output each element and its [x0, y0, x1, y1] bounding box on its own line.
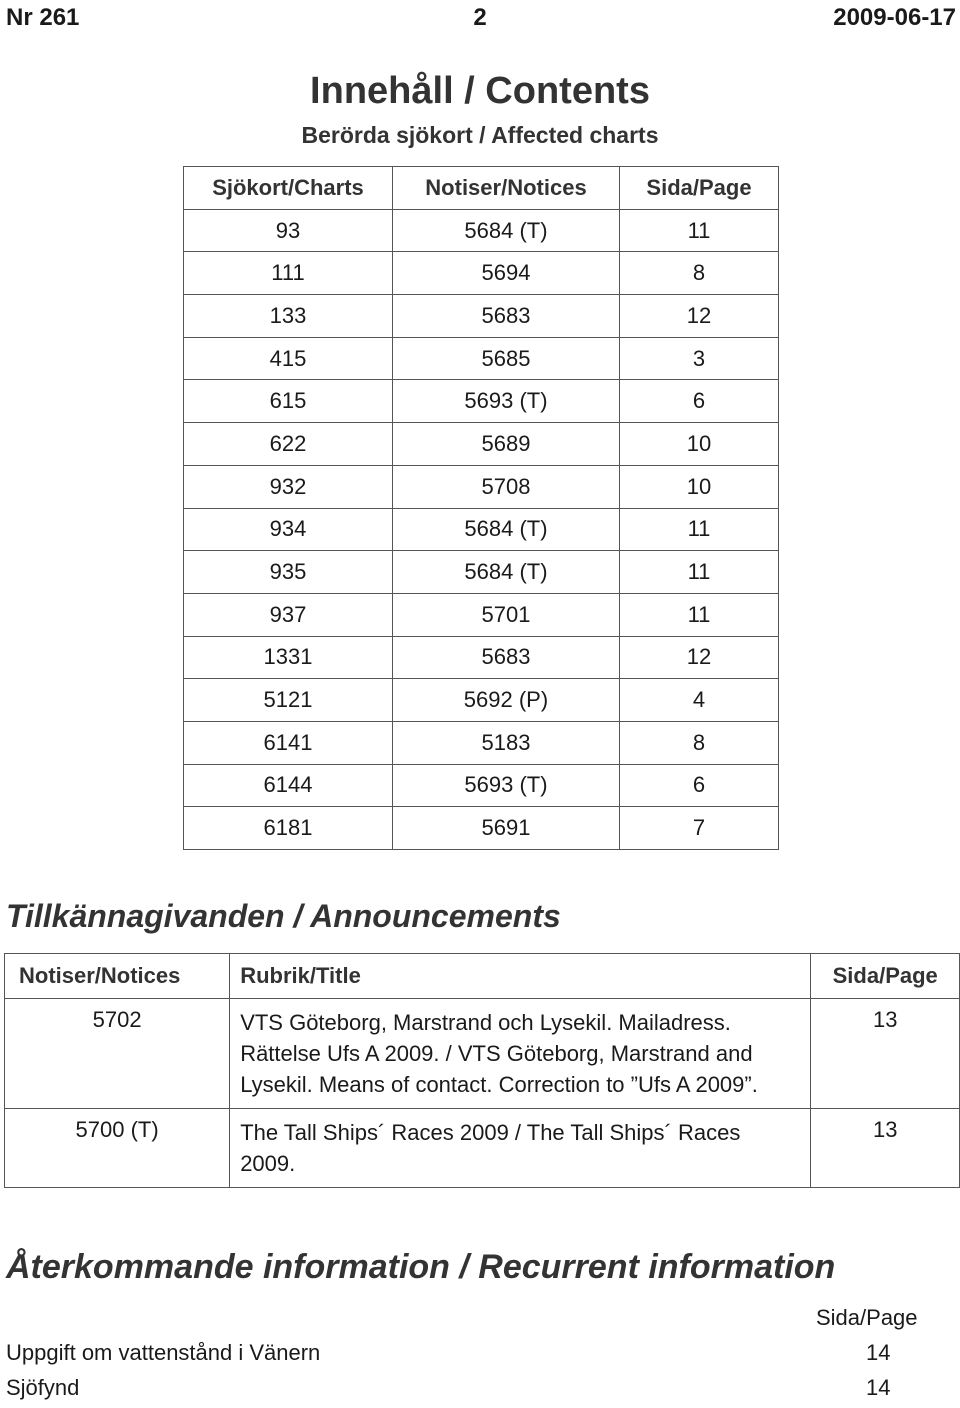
table-row	[184, 679, 779, 722]
table-row	[184, 764, 779, 807]
notice-number-cell: 5700 (T)	[5, 1109, 230, 1188]
page-number-cell: 13	[811, 999, 960, 1109]
recurrent-item-label: Sjöfynd	[6, 1375, 80, 1400]
table-row	[184, 337, 779, 380]
table-row	[5, 999, 960, 1109]
chart-number-cell: 935	[184, 551, 393, 594]
chart-number-cell: 1331	[184, 636, 393, 679]
recurrent-title: Återkommande information / Recurrent information	[6, 1248, 836, 1286]
table-row	[184, 551, 779, 594]
chart-number-cell: 934	[184, 508, 393, 551]
column-header-notices: Notiser/Notices	[5, 954, 230, 999]
notice-number-cell: 5691	[393, 807, 620, 850]
page-number-cell: 3	[620, 337, 779, 380]
table-header-row	[5, 954, 960, 999]
table-row	[184, 295, 779, 338]
table-row	[5, 1109, 960, 1188]
notice-number-cell: 5683	[393, 636, 620, 679]
page-number-cell: 12	[620, 295, 779, 338]
issue-date: 2009-06-17	[833, 4, 956, 31]
announcements-table	[4, 953, 960, 1188]
column-header-charts: Sjökort/Charts	[184, 167, 393, 210]
chart-number-cell: 932	[184, 465, 393, 508]
column-header-title: Rubrik/Title	[230, 954, 811, 999]
table-row	[184, 380, 779, 423]
page-number-cell: 10	[620, 465, 779, 508]
notice-number-cell: 5685	[393, 337, 620, 380]
chart-number-cell: 133	[184, 295, 393, 338]
affected-charts-body	[184, 209, 779, 849]
chart-number-cell: 93	[184, 209, 393, 252]
chart-number-cell: 5121	[184, 679, 393, 722]
table-row	[184, 423, 779, 466]
recurrent-item-page: 14	[866, 1375, 891, 1400]
page-number-cell: 12	[620, 636, 779, 679]
page-number-cell: 4	[620, 679, 779, 722]
announcements-body	[5, 999, 960, 1188]
page-number: 2	[473, 4, 487, 31]
chart-number-cell: 111	[184, 252, 393, 295]
notice-number-cell: 5693 (T)	[393, 764, 620, 807]
announcement-title-cell: VTS Göteborg, Marstrand och Lysekil. Mailadress. Rättelse Ufs A 2009. / VTS Göteborg, Marstrand and Lysekil. Means of contact. Correction to ”Ufs A 2009”.	[230, 999, 811, 1109]
column-header-page: Sida/Page	[620, 167, 779, 210]
notice-number-cell: 5684 (T)	[393, 508, 620, 551]
notice-number-cell: 5683	[393, 295, 620, 338]
table-row	[184, 593, 779, 636]
recurrent-item-page: 14	[866, 1340, 891, 1365]
page-number-cell: 8	[620, 252, 779, 295]
announcements-title: Tillkännagivanden / Announcements	[6, 898, 561, 934]
column-header-notices: Notiser/Notices	[393, 167, 620, 210]
issue-number: Nr 261	[6, 4, 80, 31]
page-number-cell: 8	[620, 721, 779, 764]
chart-number-cell: 415	[184, 337, 393, 380]
chart-number-cell: 622	[184, 423, 393, 466]
table-row	[184, 508, 779, 551]
notice-number-cell: 5701	[393, 593, 620, 636]
list-item	[6, 1375, 906, 1407]
page-number-cell: 7	[620, 807, 779, 850]
table-row	[184, 807, 779, 850]
page-number-cell: 11	[620, 551, 779, 594]
page-number-cell: 11	[620, 593, 779, 636]
chart-number-cell: 937	[184, 593, 393, 636]
page-number-cell: 6	[620, 764, 779, 807]
chart-number-cell: 6181	[184, 807, 393, 850]
list-item	[6, 1340, 906, 1372]
table-row	[184, 209, 779, 252]
notice-number-cell: 5708	[393, 465, 620, 508]
chart-number-cell: 6141	[184, 721, 393, 764]
notice-number-cell: 5183	[393, 721, 620, 764]
notice-number-cell: 5702	[5, 999, 230, 1109]
notice-number-cell: 5684 (T)	[393, 551, 620, 594]
chart-number-cell: 6144	[184, 764, 393, 807]
table-header-row	[184, 167, 779, 210]
chart-number-cell: 615	[184, 380, 393, 423]
page-number-cell: 10	[620, 423, 779, 466]
table-row	[184, 252, 779, 295]
affected-charts-table	[183, 166, 779, 850]
table-row	[184, 636, 779, 679]
recurrent-page-header: Sida/Page	[816, 1305, 918, 1330]
table-row	[184, 721, 779, 764]
notice-number-cell: 5689	[393, 423, 620, 466]
table-row	[184, 465, 779, 508]
page-number-cell: 13	[811, 1109, 960, 1188]
page-number-cell: 11	[620, 508, 779, 551]
notice-number-cell: 5684 (T)	[393, 209, 620, 252]
page-header	[0, 0, 960, 40]
notice-number-cell: 5693 (T)	[393, 380, 620, 423]
notice-number-cell: 5694	[393, 252, 620, 295]
page-subtitle: Berörda sjökort / Affected charts	[301, 122, 659, 148]
column-header-page: Sida/Page	[811, 954, 960, 999]
announcement-title-cell: The Tall Ships´ Races 2009 / The Tall Ships´ Races 2009.	[230, 1109, 811, 1188]
page-number-cell: 6	[620, 380, 779, 423]
notice-number-cell: 5692 (P)	[393, 679, 620, 722]
page-title: Innehåll / Contents	[310, 70, 650, 112]
recurrent-item-label: Uppgift om vattenstånd i Vänern	[6, 1340, 321, 1365]
page-number-cell: 11	[620, 209, 779, 252]
